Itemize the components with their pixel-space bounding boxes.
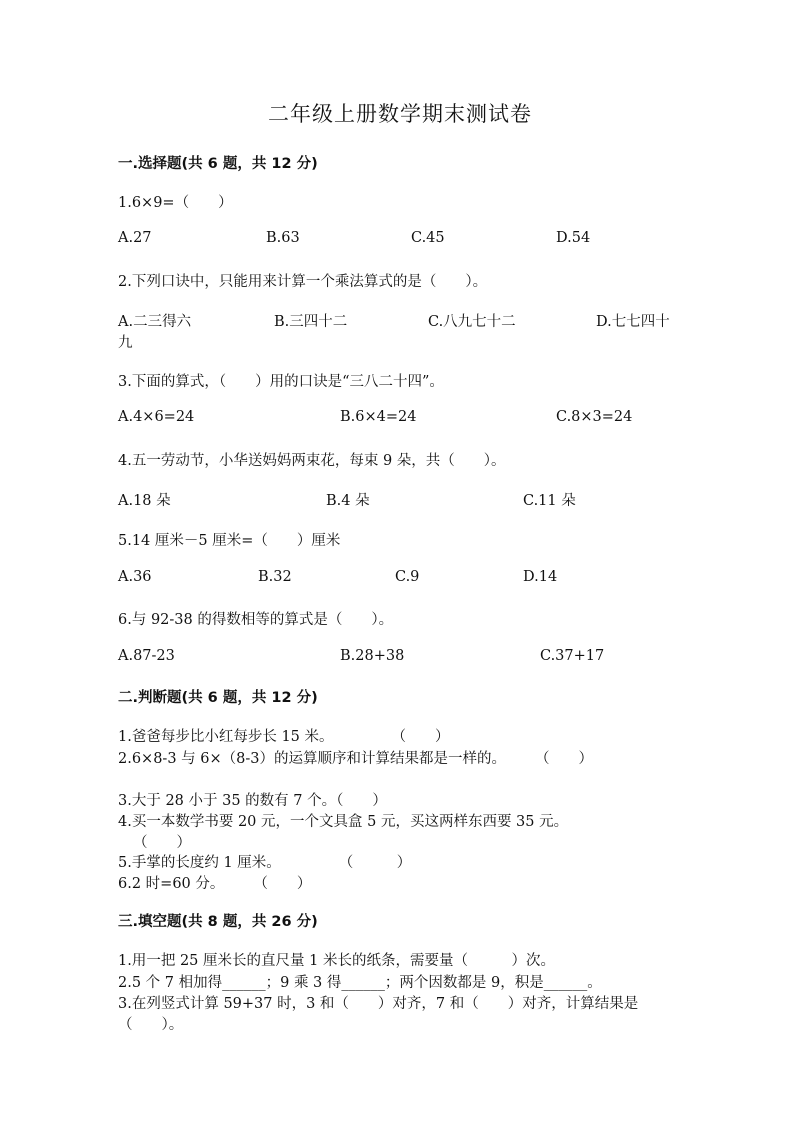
q3-option-c: C.8×3=24 <box>556 409 633 425</box>
judgement-4-wrap: （ ） <box>133 835 191 851</box>
q6-option-c: C.37+17 <box>540 648 605 664</box>
q4-option-a: A.18 朵 <box>118 493 171 509</box>
question-3-stem: 3.下面的算式，（ ）用的口诀是“三八二十四”。 <box>118 374 444 390</box>
q6-option-a: A.87-23 <box>118 648 175 664</box>
q3-option-a: A.4×6=24 <box>118 409 195 425</box>
judgement-3: 3.大于 28 小于 35 的数有 7 个。（ ） <box>118 793 387 809</box>
fill-1: 1.用一把 25 厘米长的直尺量 1 米长的纸条，需要量（ ）次。 <box>118 953 555 969</box>
q2-option-d: D.七七四十 <box>596 314 670 330</box>
q1-option-d: D.54 <box>556 230 591 246</box>
q5-option-d: D.14 <box>523 569 558 585</box>
judgement-6: 6.2 时=60 分。 （ ） <box>118 876 312 892</box>
section-heading-choice: 一.选择题(共 6 题，共 12 分) <box>118 156 318 172</box>
judgement-4: 4.买一本数学书要 20 元，一个文具盒 5 元，买这两样东西要 35 元。 <box>118 814 569 830</box>
page-title: 二年级上册数学期末测试卷 <box>268 102 532 126</box>
q5-option-b: B.32 <box>258 569 292 585</box>
q2-option-c: C.八九七十二 <box>428 314 516 330</box>
q6-option-b: B.28+38 <box>340 648 405 664</box>
judgement-2: 2.6×8-3 与 6×（8-3）的运算顺序和计算结果都是一样的。 （ ） <box>118 751 594 767</box>
q1-option-c: C.45 <box>411 230 445 246</box>
judgement-5: 5.手掌的长度约 1 厘米。 （ ） <box>118 855 412 871</box>
question-2-stem: 2.下列口诀中，只能用来计算一个乘法算式的是（ ）。 <box>118 274 488 290</box>
q4-option-c: C.11 朵 <box>523 493 576 509</box>
question-4-stem: 4.五一劳动节，小华送妈妈两束花，每束 9 朵，共（ ）。 <box>118 453 506 469</box>
fill-2: 2.5 个 7 相加得______；9 乘 3 得______；两个因数都是 9，积是______。 <box>118 975 602 991</box>
q5-option-c: C.9 <box>395 569 420 585</box>
question-6-stem: 6.与 92-38 的得数相等的算式是（ ）。 <box>118 612 394 628</box>
q2-option-b: B.三四十二 <box>274 314 348 330</box>
fill-3-wrap: （ ）。 <box>118 1017 184 1033</box>
q4-option-b: B.4 朵 <box>326 493 370 509</box>
judgement-1: 1.爸爸每步比小红每步长 15 米。 （ ） <box>118 729 450 745</box>
q1-option-b: B.63 <box>266 230 300 246</box>
q5-option-a: A.36 <box>118 569 152 585</box>
q2-option-d-wrap: 九 <box>118 335 133 351</box>
section-heading-fill: 三.填空题(共 8 题，共 26 分) <box>118 914 318 930</box>
section-heading-judgement: 二.判断题(共 6 题，共 12 分) <box>118 690 318 706</box>
q2-option-a: A.二三得六 <box>118 314 192 330</box>
question-1-stem: 1.6×9=（ ） <box>118 195 233 211</box>
q1-option-a: A.27 <box>118 230 152 246</box>
fill-3: 3.在列竖式计算 59+37 时，3 和（ ）对齐，7 和（ ）对齐，计算结果是 <box>118 996 639 1012</box>
q3-option-b: B.6×4=24 <box>340 409 417 425</box>
question-5-stem: 5.14 厘米－5 厘米=（ ）厘米 <box>118 533 341 549</box>
